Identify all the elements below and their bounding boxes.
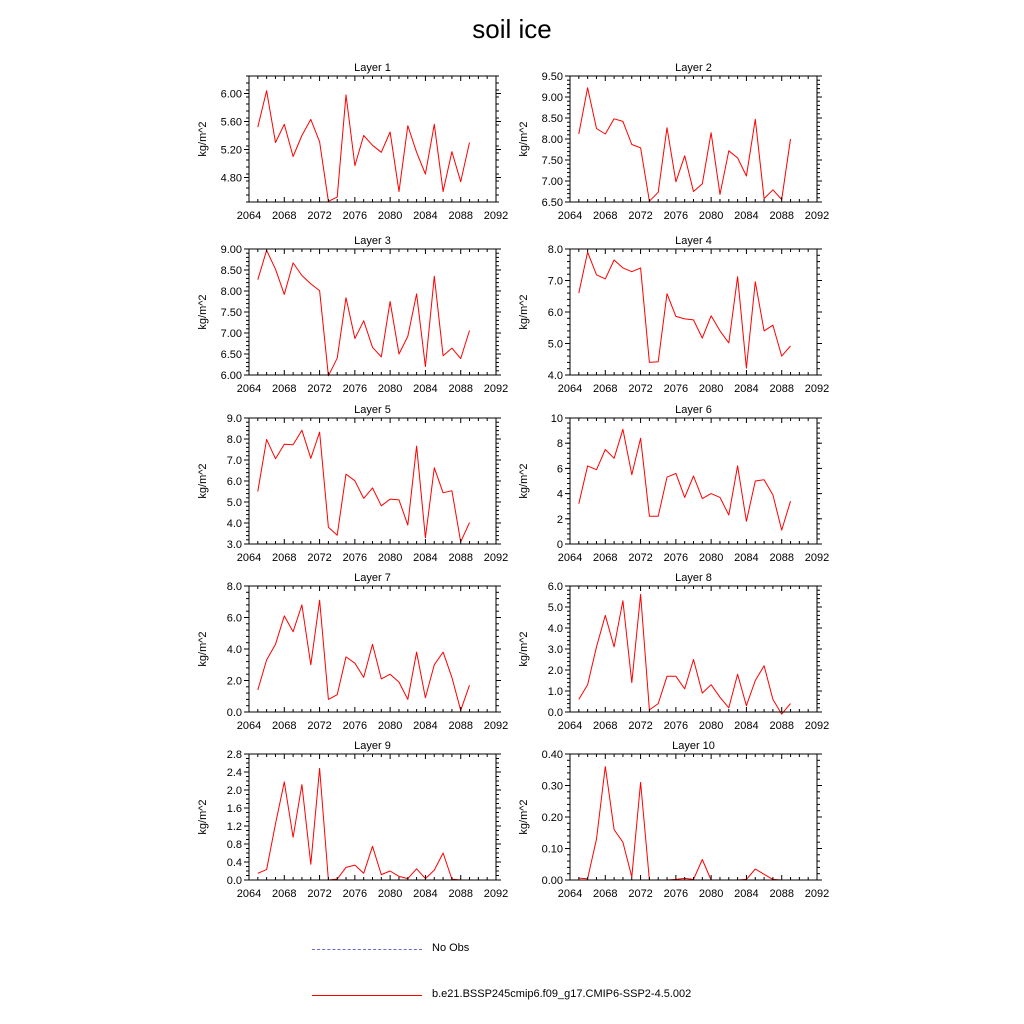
x-tick-label: 2076: [663, 210, 689, 222]
y-axis-label: kg/m^2: [518, 121, 530, 157]
y-tick-label: 7.50: [220, 307, 242, 319]
series-line: [579, 594, 791, 714]
x-tick-label: 2084: [413, 383, 438, 395]
y-axis-label: kg/m^2: [197, 631, 209, 667]
legend-solid-line-sample: [312, 995, 422, 996]
y-axis-label: kg/m^2: [197, 463, 209, 499]
y-axis-label: kg/m^2: [518, 631, 530, 667]
y-tick-label: 9.00: [220, 244, 242, 256]
x-tick-label: 2084: [413, 552, 438, 564]
y-tick-label: 8.0: [547, 244, 563, 256]
y-axis-label: kg/m^2: [197, 799, 209, 835]
chart-panel-layer-3: [197, 235, 508, 395]
chart-panel-layer-10: [518, 740, 829, 900]
y-tick-label: 2.0: [226, 785, 242, 797]
x-tick-label: 2080: [377, 210, 403, 222]
chart-panel-layer-1: [197, 62, 508, 222]
y-tick-label: 4.0: [547, 370, 563, 382]
y-tick-label: 3.0: [547, 644, 563, 656]
x-tick-label: 2080: [698, 552, 724, 564]
y-tick-label: 4: [556, 488, 563, 501]
x-tick-label: 2076: [663, 720, 689, 732]
y-axis-label: kg/m^2: [197, 294, 209, 330]
x-tick-label: 2068: [272, 720, 297, 732]
x-tick-label: 2064: [236, 720, 262, 732]
x-tick-label: 2076: [663, 552, 689, 564]
x-tick-label: 2080: [377, 720, 403, 732]
x-tick-label: 2072: [628, 888, 653, 900]
panel-title: Layer 7: [354, 572, 391, 584]
y-tick-label: 4.0: [226, 518, 242, 530]
x-tick-label: 2064: [557, 720, 583, 732]
x-tick-label: 2080: [698, 888, 724, 900]
y-tick-label: 4.0: [226, 644, 242, 656]
x-tick-label: 2072: [307, 888, 332, 900]
x-tick-label: 2068: [272, 552, 297, 564]
y-tick-label: 0.10: [541, 843, 563, 856]
y-tick-label: 9.0: [226, 413, 242, 425]
x-tick-label: 2092: [804, 383, 830, 395]
x-tick-label: 2092: [483, 720, 509, 732]
y-tick-label: 8.50: [220, 265, 242, 277]
series-line: [579, 88, 791, 201]
series-line: [579, 767, 791, 880]
y-tick-label: 5.60: [220, 116, 242, 129]
x-tick-label: 2076: [342, 210, 368, 222]
y-tick-label: 0.8: [226, 839, 242, 851]
y-tick-label: 0.40: [541, 749, 563, 761]
x-tick-label: 2088: [769, 552, 794, 564]
x-tick-label: 2092: [804, 552, 830, 564]
x-tick-label: 2080: [377, 383, 403, 395]
x-tick-label: 2084: [734, 552, 759, 564]
x-tick-label: 2064: [236, 383, 262, 395]
y-axis-label: kg/m^2: [197, 121, 209, 157]
y-tick-label: 0.30: [541, 780, 563, 793]
x-tick-label: 2076: [342, 552, 368, 564]
x-tick-label: 2064: [236, 210, 262, 222]
panel-title: Layer 10: [672, 740, 715, 752]
x-tick-label: 2084: [413, 720, 438, 732]
y-tick-label: 8.00: [541, 134, 563, 146]
x-tick-label: 2084: [734, 888, 759, 900]
x-tick-label: 2088: [769, 383, 794, 395]
x-tick-label: 2088: [448, 210, 473, 222]
chart-panel-layer-8: [518, 572, 829, 732]
x-tick-label: 2092: [483, 888, 509, 900]
y-tick-label: 2.8: [226, 749, 242, 761]
x-tick-label: 2068: [272, 383, 297, 395]
x-tick-label: 2076: [663, 383, 689, 395]
panel-title: Layer 9: [354, 740, 391, 752]
x-tick-label: 2072: [628, 552, 653, 564]
series-line: [258, 600, 470, 710]
y-tick-label: 5.0: [547, 602, 563, 614]
x-tick-label: 2072: [628, 383, 653, 395]
x-tick-label: 2064: [557, 888, 583, 900]
plot-frame: [570, 586, 817, 712]
panel-title: Layer 8: [675, 572, 712, 584]
y-tick-label: 6.50: [220, 349, 242, 361]
y-tick-label: 3.0: [226, 539, 242, 551]
x-tick-label: 2072: [307, 720, 332, 732]
x-tick-label: 2088: [448, 888, 473, 900]
y-axis-label: kg/m^2: [518, 294, 530, 330]
y-axis-label: kg/m^2: [518, 463, 530, 499]
x-tick-label: 2064: [557, 210, 583, 222]
y-tick-label: 7.0: [547, 275, 563, 288]
x-tick-label: 2068: [272, 210, 297, 222]
x-tick-label: 2084: [413, 888, 438, 900]
x-tick-label: 2080: [698, 210, 724, 222]
x-tick-label: 2068: [593, 888, 618, 900]
y-tick-label: 5.0: [547, 338, 563, 351]
x-tick-label: 2092: [804, 720, 830, 732]
plot-frame: [249, 754, 496, 880]
x-tick-label: 2072: [307, 383, 332, 395]
y-tick-label: 9.50: [541, 71, 563, 83]
panel-title: Layer 5: [354, 404, 391, 416]
y-tick-label: 10: [550, 413, 563, 425]
chart-panel-layer-7: [197, 572, 508, 732]
y-tick-label: 8: [556, 438, 563, 451]
y-tick-label: 5.20: [220, 144, 242, 157]
x-tick-label: 2076: [342, 383, 368, 395]
y-tick-label: 2.0: [547, 665, 563, 677]
x-tick-label: 2064: [557, 383, 583, 395]
y-tick-label: 8.0: [226, 581, 242, 593]
y-tick-label: 0.00: [541, 875, 563, 887]
chart-panel-layer-6: [518, 404, 829, 564]
series-line: [258, 91, 470, 202]
x-tick-label: 2072: [628, 720, 653, 732]
x-tick-label: 2088: [769, 720, 794, 732]
x-tick-label: 2092: [483, 552, 509, 564]
x-tick-label: 2092: [804, 210, 830, 222]
x-tick-label: 2088: [448, 552, 473, 564]
panel-title: Layer 1: [354, 62, 391, 74]
x-tick-label: 2088: [448, 720, 473, 732]
x-tick-label: 2088: [769, 210, 794, 222]
y-tick-label: 7.00: [220, 328, 242, 340]
x-tick-label: 2084: [734, 210, 759, 222]
y-tick-label: 1.2: [226, 821, 242, 833]
x-tick-label: 2084: [734, 383, 759, 395]
x-tick-label: 2092: [483, 210, 509, 222]
x-tick-label: 2068: [593, 720, 618, 732]
x-tick-label: 2064: [557, 552, 583, 564]
y-tick-label: 2.0: [226, 675, 242, 688]
y-tick-label: 9.00: [541, 92, 563, 104]
y-tick-label: 0: [556, 539, 563, 551]
y-tick-label: 6.50: [541, 197, 563, 209]
y-tick-label: 6.00: [220, 88, 242, 101]
x-tick-label: 2068: [272, 888, 297, 900]
page-title: soil ice: [472, 14, 552, 44]
x-tick-label: 2064: [236, 552, 262, 564]
y-tick-label: 2: [556, 513, 563, 526]
chart-panel-layer-4: [518, 235, 829, 395]
series-line: [258, 768, 470, 880]
chart-panel-layer-9: [197, 740, 508, 900]
x-tick-label: 2092: [483, 383, 509, 395]
chart-panel-layer-5: [197, 404, 508, 564]
panel-title: Layer 2: [675, 62, 712, 74]
x-tick-label: 2076: [663, 888, 689, 900]
panel-title: Layer 4: [675, 235, 712, 247]
x-tick-label: 2080: [698, 383, 724, 395]
x-tick-label: 2068: [593, 552, 618, 564]
series-line: [579, 429, 791, 530]
y-tick-label: 0.4: [226, 857, 242, 869]
y-tick-label: 1.0: [547, 686, 563, 698]
x-tick-label: 2088: [448, 383, 473, 395]
plot-frame: [249, 418, 496, 544]
y-tick-label: 6.0: [226, 612, 242, 625]
plot-frame: [249, 586, 496, 712]
x-tick-label: 2084: [413, 210, 438, 222]
panel-title: Layer 3: [354, 235, 391, 247]
legend-label-no-obs: No Obs: [432, 942, 470, 954]
y-tick-label: 0.0: [226, 875, 242, 887]
y-tick-label: 0.0: [547, 707, 563, 719]
y-tick-label: 8.00: [220, 286, 242, 298]
y-tick-label: 5.0: [226, 497, 242, 509]
y-tick-label: 6.0: [226, 476, 242, 488]
y-tick-label: 0.0: [226, 707, 242, 719]
x-tick-label: 2072: [307, 210, 332, 222]
x-tick-label: 2084: [734, 720, 759, 732]
x-tick-label: 2092: [804, 888, 830, 900]
y-tick-label: 7.0: [226, 455, 242, 467]
x-tick-label: 2080: [698, 720, 724, 732]
series-line: [258, 250, 470, 375]
y-tick-label: 2.4: [226, 767, 242, 779]
x-tick-label: 2068: [593, 210, 618, 222]
y-tick-label: 6.0: [547, 307, 563, 319]
x-tick-label: 2068: [593, 383, 618, 395]
y-tick-label: 7.00: [541, 176, 563, 188]
x-tick-label: 2064: [236, 888, 262, 900]
panel-title: Layer 6: [675, 404, 712, 416]
series-line: [579, 252, 791, 368]
legend-dashed-line-sample: [312, 949, 422, 950]
y-tick-label: 6.00: [220, 370, 242, 382]
plot-frame: [570, 754, 817, 880]
y-tick-label: 4.0: [547, 623, 563, 635]
x-tick-label: 2076: [342, 888, 368, 900]
chart-panel-layer-2: [518, 62, 829, 222]
plot-frame: [570, 249, 817, 375]
y-tick-label: 8.50: [541, 113, 563, 125]
y-axis-label: kg/m^2: [518, 799, 530, 835]
series-line: [258, 430, 470, 542]
y-tick-label: 6.0: [547, 581, 563, 593]
x-tick-label: 2088: [769, 888, 794, 900]
plot-frame: [249, 76, 496, 202]
y-tick-label: 6: [556, 463, 563, 476]
y-tick-label: 4.80: [220, 172, 242, 185]
x-tick-label: 2072: [307, 552, 332, 564]
y-tick-label: 0.20: [541, 812, 563, 824]
plot-frame: [570, 76, 817, 202]
x-tick-label: 2080: [377, 552, 403, 564]
y-tick-label: 8.0: [226, 434, 242, 446]
legend-label-model: b.e21.BSSP245cmip6.f09_g17.CMIP6-SSP2-4.5.002: [432, 988, 692, 1000]
y-tick-label: 1.6: [226, 803, 242, 815]
y-tick-label: 7.50: [541, 155, 563, 167]
x-tick-label: 2076: [342, 720, 368, 732]
x-tick-label: 2072: [628, 210, 653, 222]
x-tick-label: 2080: [377, 888, 403, 900]
